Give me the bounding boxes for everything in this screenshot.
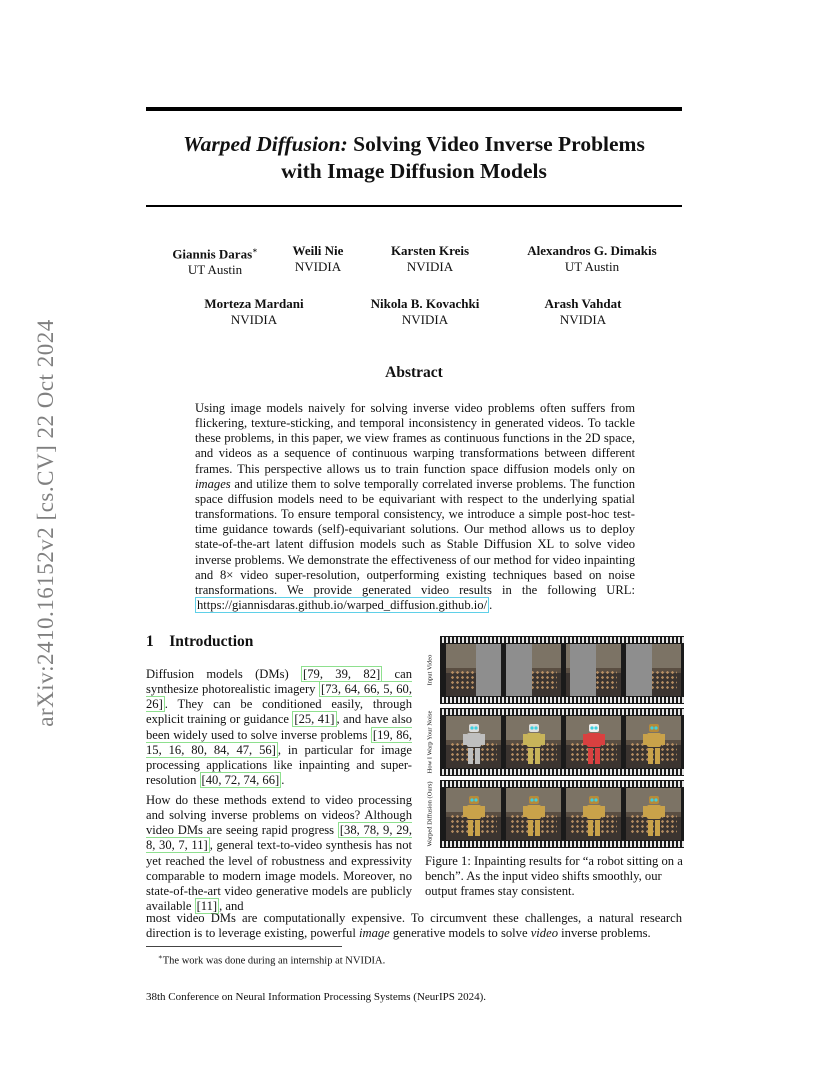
citation-link[interactable]: [11] [196,899,218,914]
robot-icon [463,794,485,838]
film-strip [440,636,684,704]
intro-text: How do these methods extend to video processing and solving inverse problems on videos? Although video DMs are seeing rapid progress [146,793,412,838]
film-perforation [440,637,684,643]
section-number: 1 [146,633,154,650]
figure-row-label [422,636,438,704]
video-frame [506,716,561,768]
title-line1: Solving Video Inverse Problems [347,132,645,156]
title-top-rule [146,107,682,111]
figure-row-label-text: Input Video [426,654,434,686]
footnote-rule [146,946,342,947]
author-name: Giannis Daras [172,246,253,262]
robot-icon [583,794,605,838]
author-name: Weili Nie [292,243,344,258]
figure-1 [422,636,684,850]
abstract-text: Using image models naively for solving inverse video problems often suffers from flickering, texture-sticking, and temporal inconsistency in generated videos. To tackle these problems, in this paper, we view frames as continuous functions in the 2D space, and videos as a sequence of continuous warping transformations between different frames. This perspective allows us to train function space diffusion models only on [195,401,635,476]
citation-link[interactable]: [19, 86, 15, 16, 80, 84, 47, 56] [146,727,412,757]
arxiv-identifier [26,288,66,758]
conference-notice: 38th Conference on Neural Information Processing Systems (NeurIPS 2024). [146,991,487,1003]
paper-title [146,131,682,185]
intro-text: most video DMs are computationally expensive. To circumvent these challenges, a natural research direction is to leverage existing, powerful [146,911,682,941]
intro-text: can synthesize photorealistic imagery [146,667,413,697]
title-bottom-rule [146,205,682,207]
inpainting-mask [570,644,596,696]
intro-text: , in particular for image processing applications like inpainting and super-resolution [146,742,412,788]
intro-text: . They can be conditioned easily, through explicit training or guidance [146,697,412,727]
author-block [190,296,318,328]
intro-text: Diffusion models (DMs) [146,667,302,681]
intro-text: . [281,773,285,788]
author-name: Alexandros G. Dimakis [527,243,657,258]
film-perforation [440,769,684,775]
intro-text: , and [219,899,244,914]
video-frame [566,716,621,768]
author-affiliation: NVIDIA [230,312,278,327]
figure-row-label [422,780,438,848]
video-frame [506,788,561,840]
author-block [360,296,490,328]
author-affiliation: NVIDIA [401,312,449,327]
video-frame [626,716,681,768]
film-perforation [440,781,684,787]
title-italic: Warped Diffusion: [183,132,348,156]
robot-icon [523,722,545,766]
film-perforation [440,697,684,703]
footnote-text: The work was done during an internship at NVIDIA. [162,955,386,967]
intro-paragraph-1 [146,667,412,788]
author-block [528,296,638,328]
video-frame [626,788,681,840]
abstract-text: and utilize them to solve temporally correlated inverse problems. The function space diffusion models need to be equivariant with respect to the underlying spatial transformations. To ensure temporal consistency, we introduce a simple post-hoc test-time guidance towards (self)-equivariant solutions. Our method allows us to deploy state-of-the-art latent diffusion models such as Stable Diffusion XL to solve video inverse problems. We demonstrate the effectiveness of our method for video inpainting and 8× video super-resolution, outperforming existing techniques based on noise transformations. We provide generated video results in the following URL: [195,476,635,597]
author-affiliation: NVIDIA [406,259,454,274]
section-title: Introduction [169,633,254,650]
film-strip [440,708,684,776]
citation-link[interactable]: [38, 78, 9, 29, 8, 30, 7, 11] [146,823,412,853]
footnote [158,951,385,968]
arxiv-identifier-text: arXiv:2410.16152v2 [cs.CV] 22 Oct 2024 [33,319,58,727]
author-affiliation: UT Austin [564,259,620,274]
robot-icon [643,794,665,838]
author-name: Karsten Kreis [390,243,470,258]
intro-text: , general text-to-video synthesis has not yet reached the level of robustness and expressivity comparable to modern image models. Moreover, no state-of-the-art video generative models are publicly available [146,838,412,914]
intro-paragraph-continuation [146,911,682,941]
author-affiliation: UT Austin [187,262,243,278]
robot-icon [523,794,545,838]
citation-link[interactable]: [40, 72, 74, 66] [201,773,280,788]
robot-icon [583,722,605,766]
figure-row-label-text: How I Warp Your Noise [426,710,434,774]
footnote-mark: ∗ [158,953,163,961]
intro-text: generative models to solve [389,926,531,941]
author-name: Nikola B. Kovachki [370,296,480,311]
abstract-body [195,401,635,613]
author-footnote-mark: ∗ [252,246,258,255]
film-perforation [440,841,684,847]
video-frame [446,788,501,840]
figure-caption: Figure 1: Inpainting results for “a robot sitting on a bench”. As the input video shifts smoothly, our output frames stay consistent. [425,854,683,899]
abstract-emphasis: images [195,476,231,491]
section-heading [146,633,253,651]
abstract-heading: Abstract [385,364,443,381]
video-frame [566,788,621,840]
author-affiliation: NVIDIA [559,312,607,327]
intro-emphasis: image [358,926,390,941]
author-block [278,243,358,275]
citation-link[interactable]: [73, 64, 66, 5, 60, 26] [146,682,413,712]
inpainting-mask [476,644,501,696]
author-block [380,243,480,275]
intro-paragraph-2 [146,793,412,914]
abstract-text: . [489,598,493,613]
video-frame [446,644,501,696]
project-url-link[interactable]: https://giannisdaras.github.io/warped_diffusion.github.io/ [197,598,488,613]
intro-emphasis: video [530,926,558,941]
inpainting-mask [626,644,652,696]
film-perforation [440,709,684,715]
inpainting-mask [506,644,532,696]
figure-row-label-text: Warped Diffusion (Ours) [426,781,434,847]
robot-icon [643,722,665,766]
video-frame [566,644,621,696]
intro-text: , and have also been widely used to solve inverse problems [146,712,413,742]
film-strip [440,780,684,848]
robot-icon [463,722,485,766]
author-name: Morteza Mardani [204,296,304,311]
video-frame [446,716,501,768]
intro-text: inverse problems. [558,926,651,941]
video-frame [626,644,681,696]
author-block [160,243,270,278]
citation-link[interactable]: [25, 41] [294,712,335,727]
author-affiliation: NVIDIA [294,259,342,274]
figure-row-label [422,708,438,776]
title-line2: with Image Diffusion Models [281,159,547,183]
video-frame [506,644,561,696]
author-block [512,243,672,275]
citation-link[interactable]: [79, 39, 82] [303,667,381,681]
author-name: Arash Vahdat [544,296,622,311]
